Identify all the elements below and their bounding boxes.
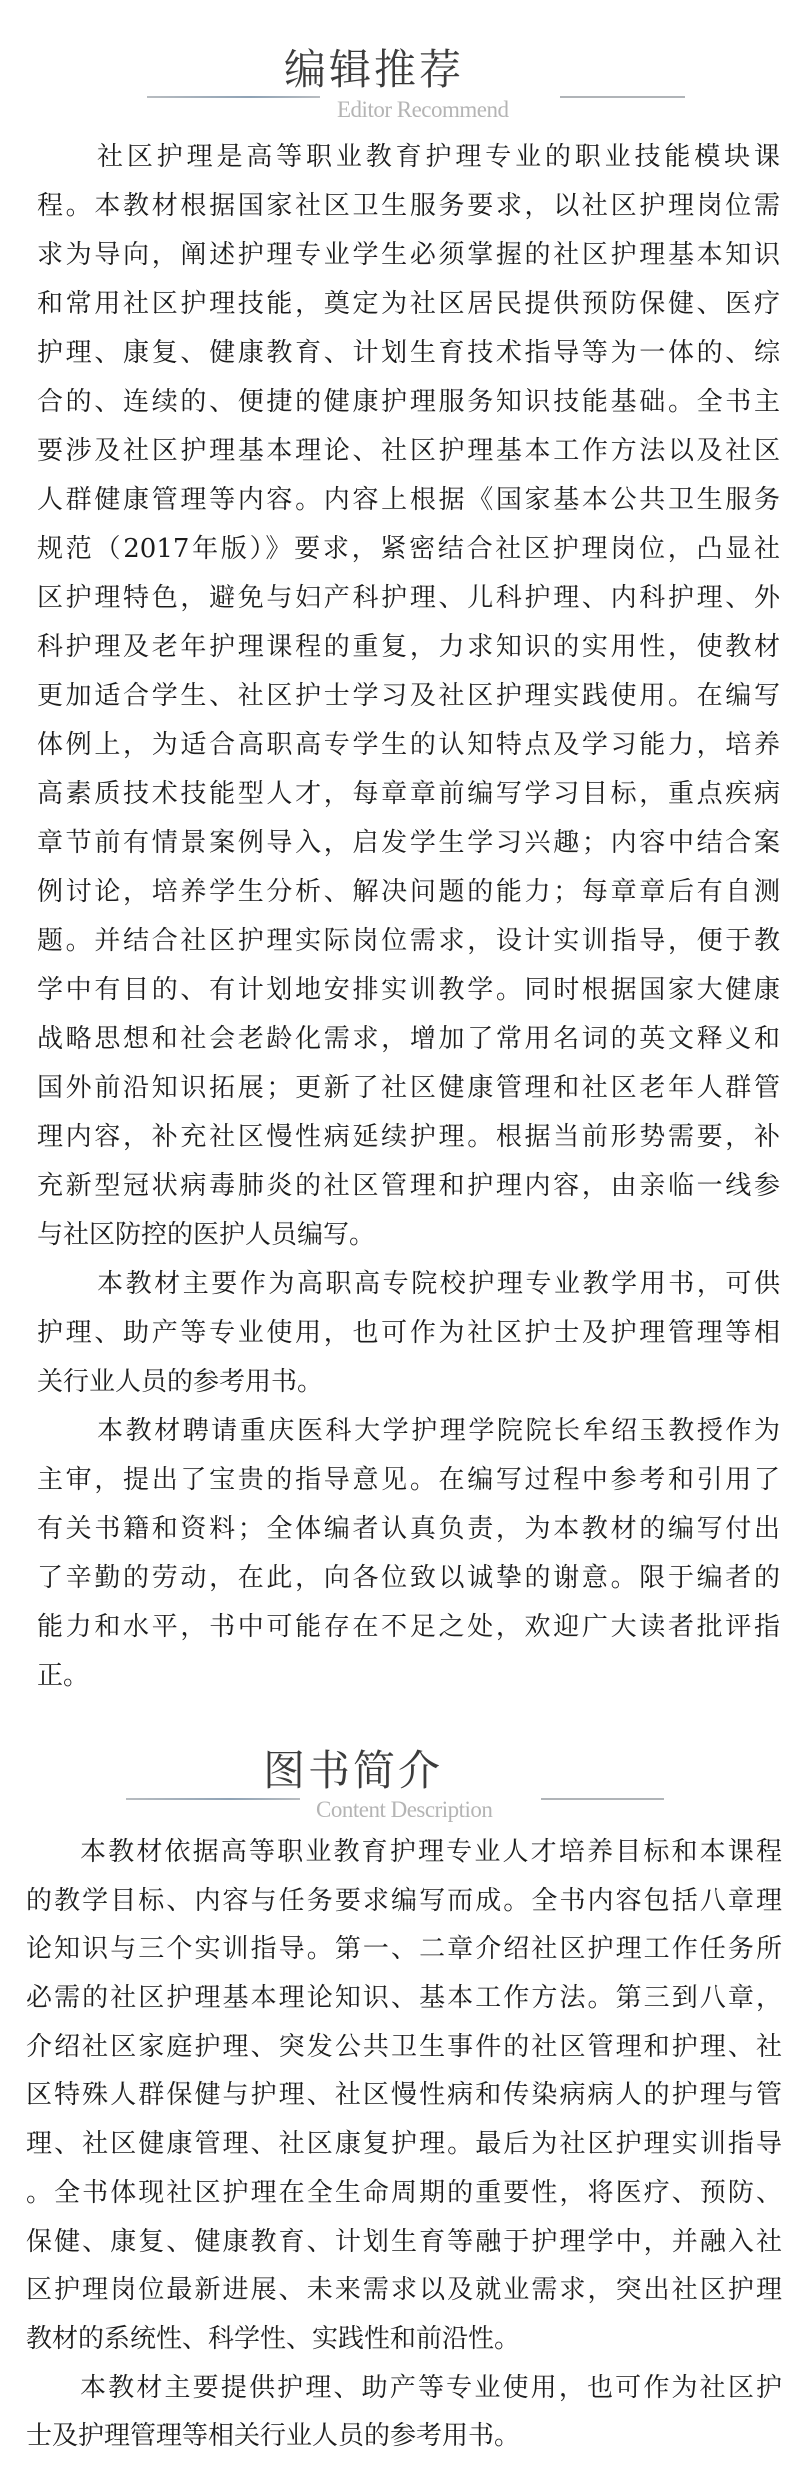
section-title: 图书简介 xyxy=(263,1746,444,1795)
section-body-content-description xyxy=(26,1828,782,2461)
text-line: 关行业人员的参考用书。 xyxy=(37,1367,324,1397)
text-line: 保健、康复、健康教育、计划生育等融于护理学中，并融入社 xyxy=(26,2226,782,2257)
text-line: 介绍社区家庭护理、突发公共卫生事件的社区管理和护理、社 xyxy=(26,2031,782,2062)
text-line: 本教材主要提供护理、助产等专业使用，也可作为社区护 xyxy=(80,2372,782,2403)
text-line: 要涉及社区护理基本理论、社区护理基本工作方法以及社区 xyxy=(37,436,780,466)
text-line: 护理、助产等专业使用，也可作为社区护士及护理管理等相 xyxy=(37,1318,780,1348)
heading-divider-right xyxy=(560,96,685,98)
text-line: 了辛勤的劳动，在此，向各位致以诚挚的谢意。限于编者的 xyxy=(37,1563,780,1593)
text-line: 规范（2017年版）》要求，紧密结合社区护理岗位，凸显社 xyxy=(37,534,780,564)
text-line: 高素质技术技能型人才，每章章前编写学习目标，重点疾病 xyxy=(37,779,780,809)
text-line: 必需的社区护理基本理论知识、基本工作方法。第三到八章， xyxy=(26,1983,782,2014)
text-line: 本教材聘请重庆医科大学护理学院院长牟绍玉教授作为 xyxy=(97,1416,780,1446)
text-line: 士及护理管理等相关行业人员的参考用书。 xyxy=(26,2421,521,2452)
text-line: 。全书体现社区护理在全生命周期的重要性，将医疗、预防、 xyxy=(26,2177,782,2208)
paragraph xyxy=(26,2364,782,2461)
text-line: 能力和水平，书中可能存在不足之处，欢迎广大读者批评指 xyxy=(37,1612,780,1642)
text-line: 科护理及老年护理课程的重复，力求知识的实用性，使教材 xyxy=(37,632,780,662)
text-line: 社区护理是高等职业教育护理专业的职业技能模块课 xyxy=(97,142,780,172)
text-line: 学中有目的、有计划地安排实训教学。同时根据国家大健康 xyxy=(37,975,780,1005)
text-line: 教材的系统性、科学性、实践性和前沿性。 xyxy=(26,2323,521,2354)
text-line: 理、社区健康管理、社区康复护理。最后为社区护理实训指导 xyxy=(26,2129,782,2160)
text-line: 主审，提出了宝贵的指导意见。在编写过程中参考和引用了 xyxy=(37,1465,780,1495)
text-line: 本教材依据高等职业教育护理专业人才培养目标和本课程 xyxy=(80,1837,782,1867)
text-line: 求为导向，阐述护理专业学生必须掌握的社区护理基本知识 xyxy=(37,240,780,270)
text-line: 区护理特色，避免与妇产科护理、儿科护理、内科护理、外 xyxy=(37,583,780,613)
text-line: 充新型冠状病毒肺炎的社区管理和护理内容，由亲临一线参 xyxy=(37,1171,780,1201)
heading-divider-right xyxy=(541,1798,664,1800)
heading-divider-left xyxy=(126,1798,300,1800)
text-line: 区护理岗位最新进展、未来需求以及就业需求，突出社区护理 xyxy=(26,2275,782,2306)
paragraph xyxy=(37,1260,780,1407)
paragraph xyxy=(26,1828,782,2364)
text-line: 国外前沿知识拓展；更新了社区健康管理和社区老年人群管 xyxy=(37,1073,780,1103)
text-line: 体例上，为适合高职高专学生的认知特点及学习能力，培养 xyxy=(37,730,780,760)
text-line: 正。 xyxy=(37,1661,90,1691)
text-line: 有关书籍和资料；全体编者认真负责，为本教材的编写付出 xyxy=(37,1514,780,1544)
text-line: 理内容，补充社区慢性病延续护理。根据当前形势需要，补 xyxy=(37,1122,780,1152)
text-line: 护理、康复、健康教育、计划生育技术指导等为一体的、综 xyxy=(37,338,780,368)
text-line: 与社区防控的医护人员编写。 xyxy=(37,1220,376,1250)
paragraph xyxy=(37,1407,780,1701)
text-line: 和常用社区护理技能，奠定为社区居民提供预防保健、医疗 xyxy=(37,289,780,319)
section-body-editor-recommend xyxy=(37,133,780,1701)
text-line: 论知识与三个实训指导。第一、二章介绍社区护理工作任务所 xyxy=(26,1934,782,1965)
text-line: 本教材主要作为高职高专院校护理专业教学用书，可供 xyxy=(97,1269,780,1299)
text-line: 区特殊人群保健与护理、社区慢性病和传染病病人的护理与管 xyxy=(26,2080,782,2111)
text-line: 合的、连续的、便捷的健康护理服务知识技能基础。全书主 xyxy=(37,387,780,417)
text-line: 更加适合学生、社区护士学习及社区护理实践使用。在编写 xyxy=(37,681,780,711)
heading-divider-left xyxy=(147,96,320,98)
text-line: 题。并结合社区护理实际岗位需求，设计实训指导，便于教 xyxy=(37,926,780,956)
text-line: 章节前有情景案例导入，启发学生学习兴趣；内容中结合案 xyxy=(37,828,780,858)
text-line: 程。本教材根据国家社区卫生服务要求，以社区护理岗位需 xyxy=(37,191,780,221)
section-subtitle: Content Description xyxy=(316,1797,493,1822)
text-line: 人群健康管理等内容。内容上根据《国家基本公共卫生服务 xyxy=(37,485,780,515)
paragraph xyxy=(37,133,780,1260)
section-title: 编辑推荐 xyxy=(284,45,465,94)
text-line: 战略思想和社会老龄化需求，增加了常用名词的英文释义和 xyxy=(37,1024,780,1054)
section-subtitle: Editor Recommend xyxy=(337,97,509,122)
text-line: 的教学目标、内容与任务要求编写而成。全书内容包括八章理 xyxy=(26,1885,782,1916)
text-line: 例讨论，培养学生分析、解决问题的能力；每章章后有自测 xyxy=(37,877,780,907)
